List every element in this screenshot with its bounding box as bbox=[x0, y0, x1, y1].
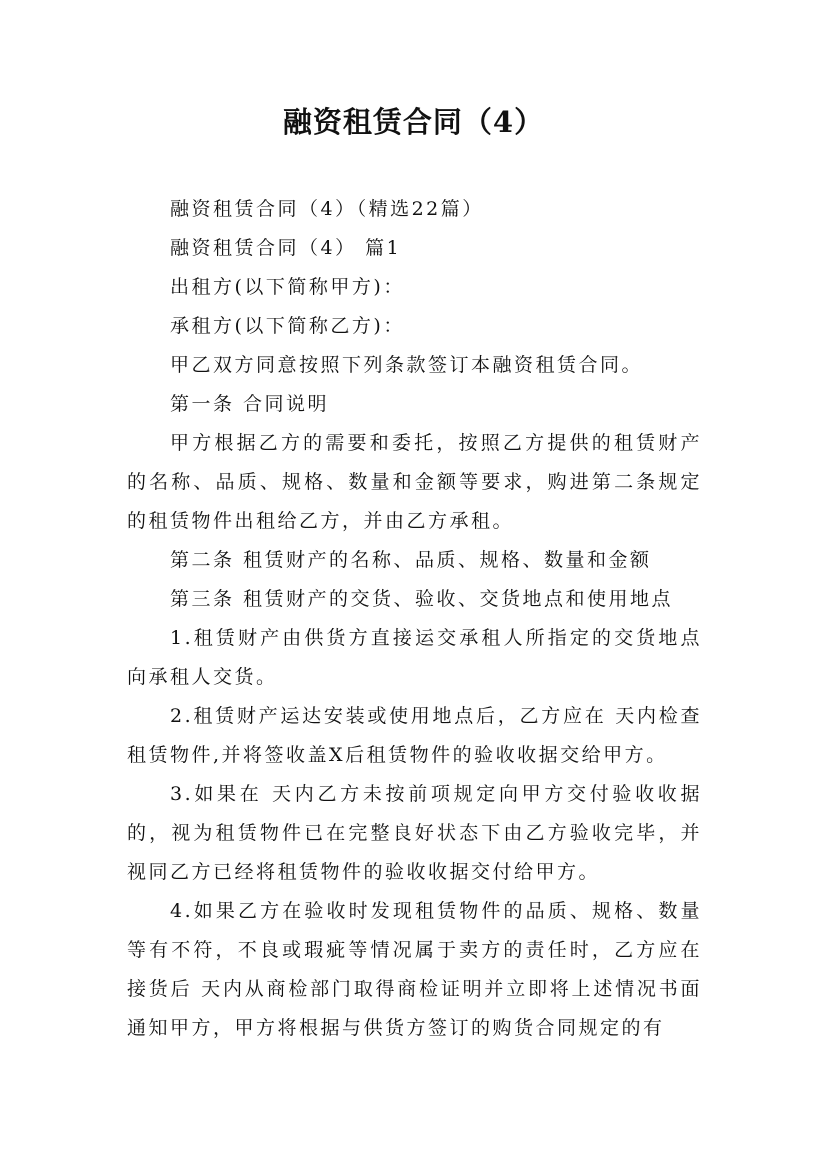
paragraph-subtitle: 融资租赁合同（4）（精选22篇） bbox=[170, 198, 484, 220]
document-title: 融资租赁合同（4） bbox=[282, 105, 545, 139]
article-1-heading: 第一条 合同说明 bbox=[170, 393, 330, 415]
article-3-clause-4: 4.如果乙方在验收时发现租赁物件的品质、规格、数量等有不符，不良或瑕疵等情况属于卖方的责任时，乙方应在接货后 天内从商检部门取得商检证明并立即将上述情况书面通知甲方，甲方将根据与供货方签订的购货合同规定的有 bbox=[127, 900, 702, 1039]
paragraph-agreement: 甲乙双方同意按照下列条款签订本融资租赁合同。 bbox=[170, 354, 644, 376]
paragraph-part-heading: 融资租赁合同（4） 篇1 bbox=[170, 237, 402, 259]
paragraph-lessor: 出租方(以下简称甲方)： bbox=[170, 276, 405, 298]
document-body bbox=[127, 190, 702, 1048]
paragraph-lessee: 承租方(以下简称乙方)： bbox=[170, 315, 405, 337]
article-2-heading: 第二条 租赁财产的名称、品质、规格、数量和金额 bbox=[170, 549, 652, 571]
article-1-body: 甲方根据乙方的需要和委托，按照乙方提供的租赁财产的名称、品质、规格、数量和金额等要求，购进第二条规定的租赁物件出租给乙方，并由乙方承租。 bbox=[127, 432, 702, 532]
article-3-clause-1: 1.租赁财产由供货方直接运交承租人所指定的交货地点向承租人交货。 bbox=[127, 627, 702, 688]
article-3-clause-2: 2.租赁财产运达安装或使用地点后，乙方应在 天内检查租赁物件,并将签收盖X后租赁物件的验收收据交给甲方。 bbox=[127, 705, 702, 766]
article-3-heading: 第三条 租赁财产的交货、验收、交货地点和使用地点 bbox=[170, 588, 674, 610]
article-3-clause-3: 3.如果在 天内乙方未按前项规定向甲方交付验收收据的，视为租赁物件已在完整良好状态下由乙方验收完毕，并视同乙方已经将租赁物件的验收收据交付给甲方。 bbox=[127, 783, 702, 883]
